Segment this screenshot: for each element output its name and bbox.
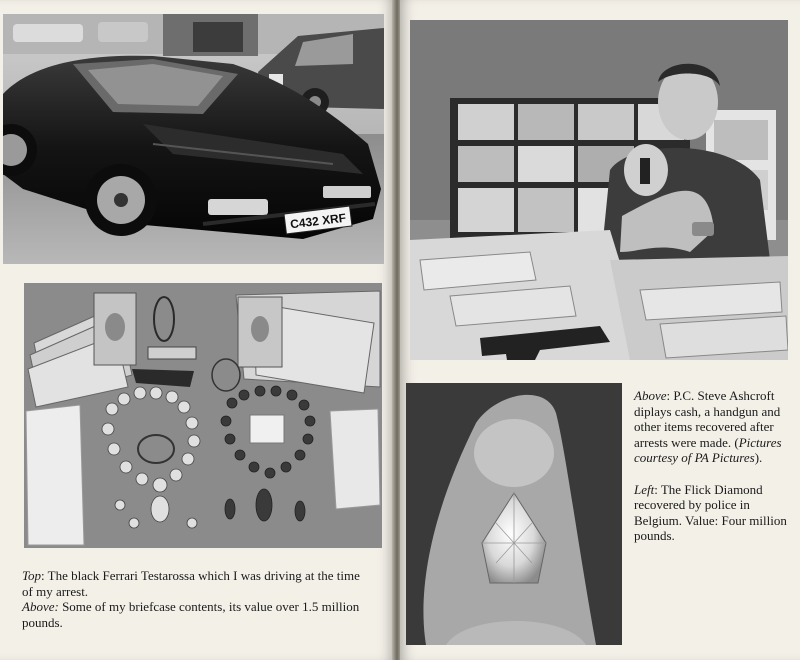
ferrari-photo	[3, 14, 384, 264]
briefcase-contents-photo	[24, 283, 382, 548]
caption-left-label: Left	[634, 481, 655, 497]
caption-above-text: Some of my briefcase contents, its value over 1.5 million pounds.	[22, 599, 360, 630]
caption-above-paragraph	[22, 599, 372, 630]
caption-above-label: Above:	[22, 599, 59, 614]
caption-top-label: Top	[22, 568, 42, 583]
caption-credit-open: (	[734, 434, 739, 450]
caption-top-text: : The black Ferrari Testarossa which I was driving at the time of my arrest.	[22, 568, 360, 599]
caption-above-paragraph	[634, 388, 792, 466]
right-page-caption	[634, 388, 792, 544]
caption-credit-text: Pictures courtesy of PA Pictures	[634, 434, 782, 465]
caption-above-text: : P.C. Steve Ashcroft diplays cash, a handgun and other items recovered after arrests were made.	[634, 388, 781, 450]
flick-diamond-photo	[406, 383, 622, 645]
briefcase-illustration	[24, 283, 382, 548]
officer-illustration	[410, 20, 788, 360]
ferrari-illustration	[3, 14, 384, 264]
caption-left-text: : The Flick Diamond recovered by police in Belgium. Value: Four million pounds.	[634, 481, 787, 543]
caption-left-paragraph	[634, 482, 792, 544]
right-page	[400, 0, 800, 660]
diamond-illustration	[406, 383, 622, 645]
caption-credit-close: ).	[754, 450, 763, 465]
officer-display-photo	[410, 20, 788, 360]
caption-above-label: Above	[634, 388, 667, 403]
left-page	[0, 0, 394, 660]
banknote-fan-right	[236, 291, 380, 393]
left-page-caption	[22, 568, 372, 630]
license-plate-text: C432 XRF	[289, 210, 347, 232]
caption-top-paragraph	[22, 568, 372, 599]
